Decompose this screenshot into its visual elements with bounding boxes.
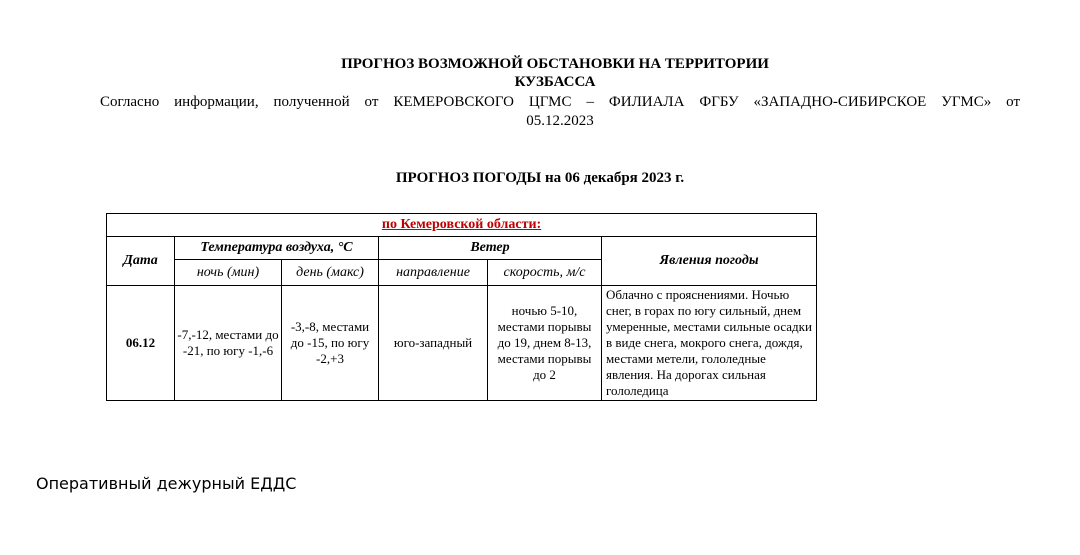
date-cell: 06.12 bbox=[107, 286, 175, 401]
document-title-line-1: ПРОГНОЗ ВОЗМОЖНОЙ ОБСТАНОВКИ НА ТЕРРИТОРИИ bbox=[341, 56, 769, 72]
duty-officer-label: Оперативный дежурный ЕДДС bbox=[36, 474, 297, 493]
region-label: по Кемеровской области: bbox=[107, 214, 817, 237]
day-max-cell: -3,-8, местами до -15, по югу -2,+3 bbox=[282, 286, 379, 401]
wind-direction-cell: юго-западный bbox=[379, 286, 488, 401]
source-info-line-1: Согласно информации, полученной от КЕМЕРОВСКОГО ЦГМС – ФИЛИАЛА ФГБУ «ЗАПАДНО-СИБИРСКОЕ УГМС» от bbox=[100, 94, 1020, 110]
phenomena-column-header: Явления погоды bbox=[602, 237, 817, 286]
forecast-title: ПРОГНОЗ ПОГОДЫ на 06 декабря 2023 г. bbox=[395, 170, 685, 186]
weather-forecast-table bbox=[106, 213, 817, 401]
wind-speed-cell: ночью 5-10, местами порывы до 19, днем 8-13, местами порывы до 2 bbox=[488, 286, 602, 401]
region-row bbox=[107, 214, 817, 237]
header-row-1 bbox=[107, 237, 817, 260]
temperature-column-header: Температура воздуха, °С bbox=[175, 237, 379, 260]
table-row bbox=[107, 286, 817, 401]
night-min-header: ночь (мин) bbox=[175, 260, 282, 286]
night-min-cell: -7,-12, местами до -21, по югу -1,-6 bbox=[175, 286, 282, 401]
wind-direction-header: направление bbox=[379, 260, 488, 286]
wind-speed-header: скорость, м/с bbox=[488, 260, 602, 286]
day-max-header: день (макс) bbox=[282, 260, 379, 286]
wind-column-header: Ветер bbox=[379, 237, 602, 260]
source-info-date: 05.12.2023 bbox=[526, 113, 594, 129]
phenomena-cell: Облачно с прояснениями. Ночью снег, в горах по югу сильный, днем умеренные, местами сильные осадки в виде снега, мокрого снега, дождя, местами метели, гололедные явления. На дорогах сильная гололедица bbox=[602, 286, 817, 401]
document-title-line-2: КУЗБАССА bbox=[514, 74, 596, 90]
date-column-header: Дата bbox=[107, 237, 175, 286]
